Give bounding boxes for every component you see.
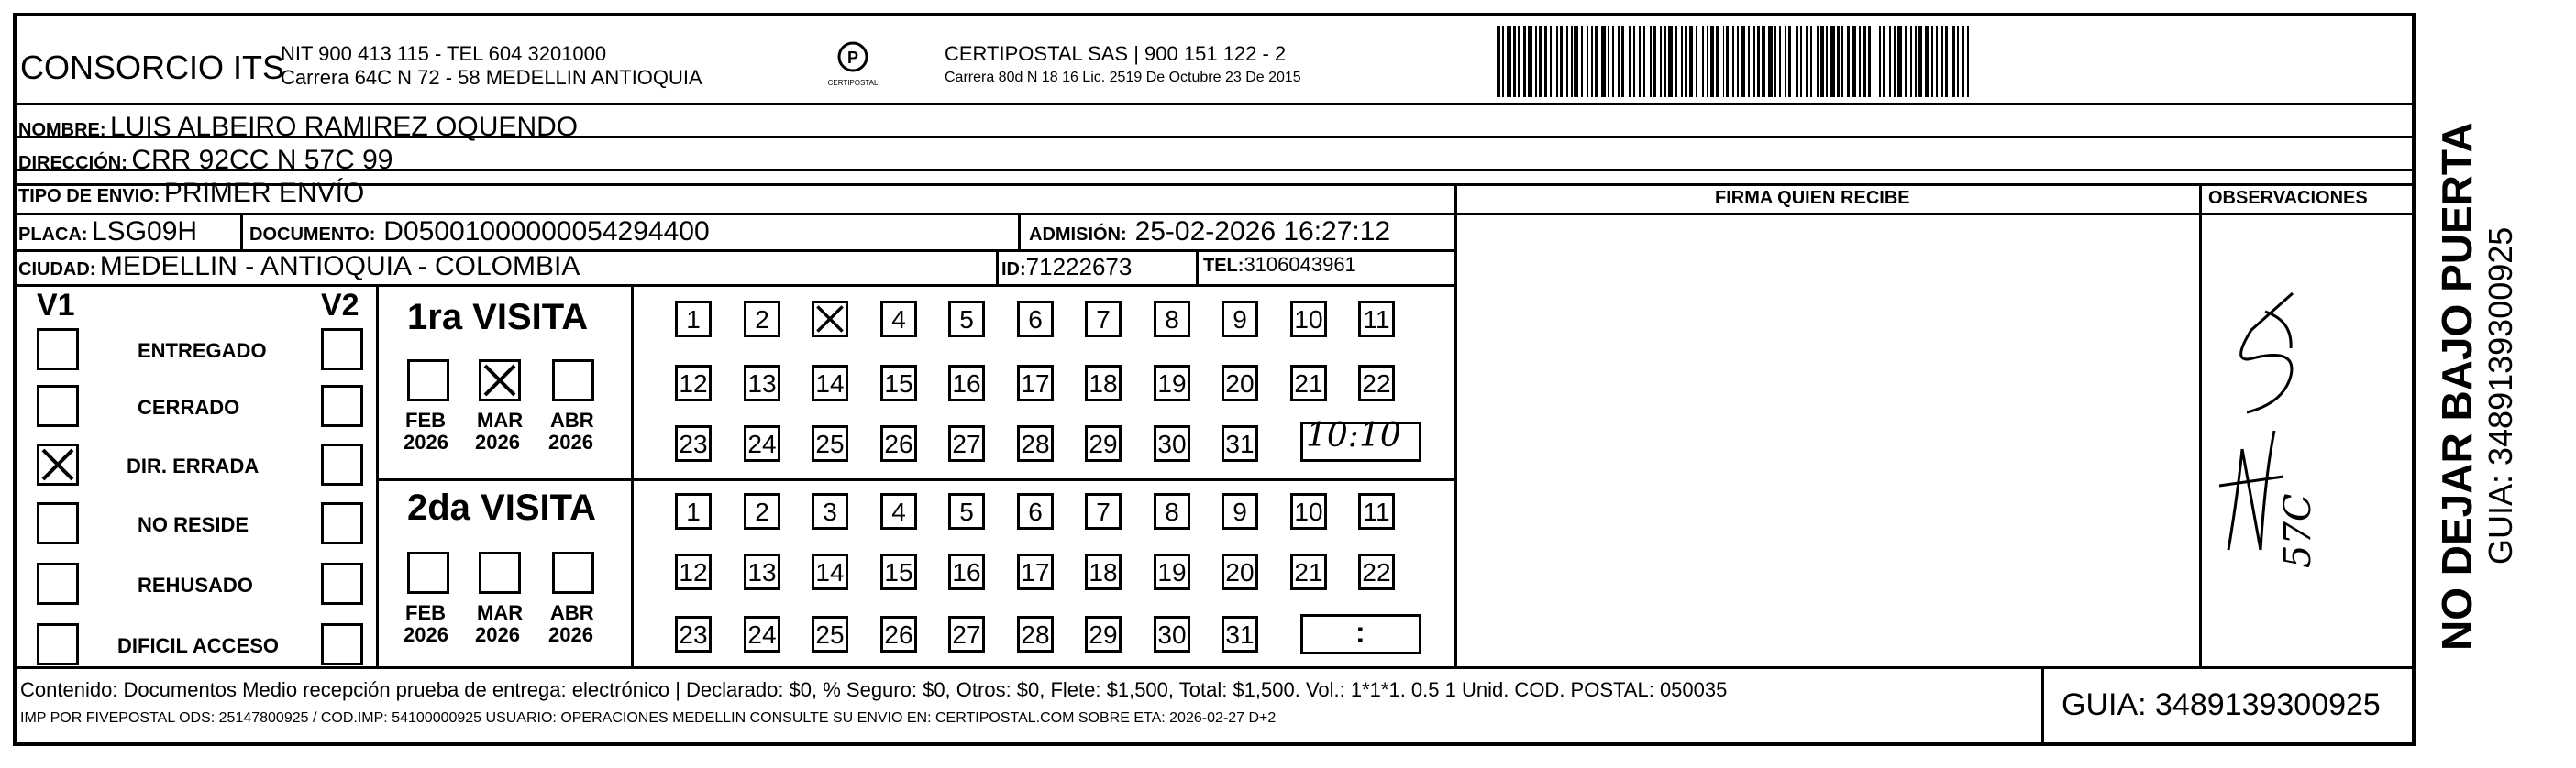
visit1-day-box[interactable]: 9 bbox=[1222, 301, 1258, 337]
visit1-day-box[interactable]: 20 bbox=[1222, 365, 1258, 401]
visit2-day-box[interactable]: 18 bbox=[1085, 554, 1122, 590]
placa-label: PLACA: bbox=[18, 225, 88, 245]
visit1-day-box[interactable]: 4 bbox=[880, 301, 917, 337]
direccion-label: DIRECCIÓN: bbox=[18, 153, 127, 173]
visit1-month-label: FEB bbox=[405, 409, 446, 432]
visit2-month-label: FEB bbox=[405, 601, 446, 624]
visit2-day-box[interactable]: 20 bbox=[1222, 554, 1258, 590]
visit2-month-label: ABR bbox=[550, 601, 594, 624]
visit1-day-box[interactable]: 19 bbox=[1154, 365, 1190, 401]
v2-checkbox[interactable] bbox=[321, 563, 363, 605]
visit2-day-box[interactable]: 14 bbox=[812, 554, 848, 590]
visit1-year-label: 2026 bbox=[475, 431, 520, 454]
courier-line: CERTIPOSTAL SAS | 900 151 122 - 2 bbox=[945, 42, 1287, 65]
visit2-title: 2da VISITA bbox=[407, 488, 596, 528]
visit1-day-box[interactable]: 22 bbox=[1358, 365, 1395, 401]
visit1-day-box[interactable]: 13 bbox=[744, 365, 780, 401]
status-label: CERRADO bbox=[138, 396, 240, 419]
visit1-day-box[interactable]: 14 bbox=[812, 365, 848, 401]
visit2-day-box[interactable]: 12 bbox=[675, 554, 712, 590]
footer-imp: IMP POR FIVEPOSTAL ODS: 25147800925 / COD.IMP: 54100000925 USUARIO: OPERACIONES MEDELLIN CONSULTE SU ENVIO EN: CERTIPOSTAL.COM SOBRE ETA: 2026-02-27 D+2 bbox=[20, 710, 1277, 726]
visit2-day-box[interactable]: 1 bbox=[675, 493, 712, 530]
v2-checkbox[interactable] bbox=[321, 444, 363, 486]
visit2-year-label: 2026 bbox=[404, 623, 448, 646]
barcode bbox=[1497, 26, 1973, 97]
visit2-day-box[interactable]: 2 bbox=[744, 493, 780, 530]
v1-checkbox[interactable] bbox=[37, 444, 79, 486]
status-label: NO RESIDE bbox=[138, 513, 249, 536]
visit2-day-box[interactable]: 25 bbox=[812, 616, 848, 653]
visit1-day-box[interactable]: 6 bbox=[1017, 301, 1054, 337]
visit2-day-box[interactable]: 31 bbox=[1222, 616, 1258, 653]
visit2-day-box[interactable]: 16 bbox=[948, 554, 985, 590]
placa-value: LSG09H bbox=[92, 216, 198, 247]
v2-label: V2 bbox=[321, 288, 359, 323]
visit1-day-box[interactable]: 24 bbox=[744, 425, 780, 462]
nit-line: NIT 900 413 115 - TEL 604 3201000 bbox=[281, 42, 607, 65]
visit1-day-box[interactable]: 5 bbox=[948, 301, 985, 337]
visit1-day-box[interactable]: 18 bbox=[1085, 365, 1122, 401]
tel-label: TEL: bbox=[1203, 256, 1244, 276]
visit2-day-box[interactable]: 10 bbox=[1290, 493, 1327, 530]
footer-guia: GUIA: 3489139300925 bbox=[2062, 687, 2381, 722]
visit1-day-box[interactable]: 8 bbox=[1154, 301, 1190, 337]
visit2-time-colon: : bbox=[1355, 616, 1365, 649]
visit2-year-label: 2026 bbox=[548, 623, 593, 646]
visit1-day-box[interactable]: 1 bbox=[675, 301, 712, 337]
observaciones-handwritten: 57C bbox=[2277, 493, 2319, 568]
status-label: REHUSADO bbox=[138, 574, 253, 597]
visit2-day-box[interactable]: 4 bbox=[880, 493, 917, 530]
visit1-month-label: ABR bbox=[550, 409, 594, 432]
visit1-month-label: MAR bbox=[477, 409, 524, 432]
direccion-value: CRR 92CC N 57C 99 bbox=[131, 145, 393, 175]
ciudad-value: MEDELLIN - ANTIOQUIA - COLOMBIA bbox=[99, 251, 580, 281]
tel-value: 3106043961 bbox=[1244, 253, 1356, 276]
firma-label: FIRMA QUIEN RECIBE bbox=[1715, 188, 1910, 208]
v1-checkbox[interactable] bbox=[37, 328, 79, 370]
visit2-day-box[interactable]: 5 bbox=[948, 493, 985, 530]
visit1-day-box[interactable]: 25 bbox=[812, 425, 848, 462]
side-guia: GUIA: 3489139300925 bbox=[2482, 226, 2519, 565]
id-value: 71222673 bbox=[1025, 253, 1133, 280]
visit1-month-checkbox[interactable] bbox=[479, 359, 521, 401]
documento-label: DOCUMENTO: bbox=[249, 225, 376, 245]
status-label: ENTREGADO bbox=[138, 339, 267, 362]
visit2-day-box[interactable]: 6 bbox=[1017, 493, 1054, 530]
visit2-month-label: MAR bbox=[477, 601, 524, 624]
v2-checkbox[interactable] bbox=[321, 502, 363, 544]
visit1-day-box[interactable] bbox=[812, 301, 848, 337]
admision-label: ADMISIÓN: bbox=[1029, 225, 1127, 245]
visit1-day-box[interactable]: 11 bbox=[1358, 301, 1395, 337]
courier-license: Carrera 80d N 18 16 Lic. 2519 De Octubre 23 De 2015 bbox=[945, 70, 1301, 85]
visit1-day-box[interactable]: 12 bbox=[675, 365, 712, 401]
visit2-month-checkbox[interactable] bbox=[479, 552, 521, 594]
visit2-day-box[interactable]: 29 bbox=[1085, 616, 1122, 653]
certipostal-logo-icon bbox=[825, 40, 880, 88]
visit1-day-box[interactable]: 10 bbox=[1290, 301, 1327, 337]
visit1-month-checkbox[interactable] bbox=[407, 359, 449, 401]
visit1-month-checkbox[interactable] bbox=[552, 359, 594, 401]
visit2-day-box[interactable]: 15 bbox=[880, 554, 917, 590]
visit2-day-box[interactable]: 27 bbox=[948, 616, 985, 653]
nombre-value: LUIS ALBEIRO RAMIREZ OQUENDO bbox=[110, 112, 579, 142]
visit1-day-box[interactable]: 30 bbox=[1154, 425, 1190, 462]
visit1-day-box[interactable]: 17 bbox=[1017, 365, 1054, 401]
id-label: ID: bbox=[1001, 259, 1026, 280]
v1-checkbox[interactable] bbox=[37, 563, 79, 605]
visit1-day-box[interactable]: 23 bbox=[675, 425, 712, 462]
svg-text:CERTIPOSTAL: CERTIPOSTAL bbox=[827, 79, 879, 87]
visit2-day-box[interactable]: 26 bbox=[880, 616, 917, 653]
visit2-day-box[interactable]: 3 bbox=[812, 493, 848, 530]
v1-checkbox[interactable] bbox=[37, 623, 79, 665]
company-address: Carrera 64C N 72 - 58 MEDELLIN ANTIOQUIA bbox=[281, 66, 702, 89]
visit1-day-box[interactable]: 16 bbox=[948, 365, 985, 401]
no-dejar-bajo-puerta: NO DEJAR BAJO PUERTA bbox=[2433, 122, 2481, 651]
visit2-day-box[interactable]: 8 bbox=[1154, 493, 1190, 530]
visit1-day-box[interactable]: 31 bbox=[1222, 425, 1258, 462]
v1-checkbox[interactable] bbox=[37, 385, 79, 427]
visit2-day-box[interactable]: 28 bbox=[1017, 616, 1054, 653]
visit2-day-box[interactable]: 23 bbox=[675, 616, 712, 653]
v1-label: V1 bbox=[37, 288, 75, 323]
visit1-year-label: 2026 bbox=[404, 431, 448, 454]
svg-text:P: P bbox=[846, 49, 859, 67]
company-name: CONSORCIO ITS bbox=[20, 49, 285, 86]
tipo-envio-label: TIPO DE ENVIO: bbox=[18, 186, 160, 206]
visit1-day-box[interactable]: 21 bbox=[1290, 365, 1327, 401]
documento-value: D05001000000054294400 bbox=[383, 216, 710, 247]
visit2-month-checkbox[interactable] bbox=[552, 552, 594, 594]
tipo-envio-value: PRIMER ENVÍO bbox=[163, 178, 365, 208]
visit2-day-box[interactable]: 19 bbox=[1154, 554, 1190, 590]
visit1-day-box[interactable]: 7 bbox=[1085, 301, 1122, 337]
visit2-day-box[interactable]: 13 bbox=[744, 554, 780, 590]
visit2-day-box[interactable]: 22 bbox=[1358, 554, 1395, 590]
v1-checkbox[interactable] bbox=[37, 502, 79, 544]
nombre-label: NOMBRE: bbox=[18, 120, 106, 140]
visit2-month-checkbox[interactable] bbox=[407, 552, 449, 594]
visit1-day-box[interactable]: 2 bbox=[744, 301, 780, 337]
status-label: DIR. ERRADA bbox=[127, 455, 260, 477]
visit2-day-box[interactable]: 21 bbox=[1290, 554, 1327, 590]
visit2-day-box[interactable]: 9 bbox=[1222, 493, 1258, 530]
visit1-day-box[interactable]: 27 bbox=[948, 425, 985, 462]
visit2-day-box[interactable]: 17 bbox=[1017, 554, 1054, 590]
visit1-day-box[interactable]: 28 bbox=[1017, 425, 1054, 462]
visit1-year-label: 2026 bbox=[548, 431, 593, 454]
v2-checkbox[interactable] bbox=[321, 385, 363, 427]
footer-contenido: Contenido: Documentos Medio recepción prueba de entrega: electrónico | Declarado: $0, % Seguro: $0, Otros: $0, Flete: $1,500, Total: $1,500. Vol.: 1*1*1. 0.5 1 Unid. COD. POSTAL: 050035 bbox=[20, 678, 1728, 701]
visit2-day-box[interactable]: 7 bbox=[1085, 493, 1122, 530]
visit2-day-box[interactable]: 30 bbox=[1154, 616, 1190, 653]
observaciones-label: OBSERVACIONES bbox=[2208, 188, 2368, 208]
visit1-title: 1ra VISITA bbox=[407, 297, 589, 337]
status-label: DIFICIL ACCESO bbox=[117, 634, 280, 657]
v2-checkbox[interactable] bbox=[321, 328, 363, 370]
visit1-day-box[interactable]: 15 bbox=[880, 365, 917, 401]
ciudad-label: CIUDAD: bbox=[18, 259, 96, 280]
visit2-day-box[interactable]: 11 bbox=[1358, 493, 1395, 530]
visit1-day-box[interactable]: 29 bbox=[1085, 425, 1122, 462]
visit1-time-handwritten: 10:10 bbox=[1306, 417, 1401, 455]
visit2-day-box[interactable]: 24 bbox=[744, 616, 780, 653]
v2-checkbox[interactable] bbox=[321, 623, 363, 665]
visit2-year-label: 2026 bbox=[475, 623, 520, 646]
visit1-day-box[interactable]: 26 bbox=[880, 425, 917, 462]
admision-value: 25-02-2026 16:27:12 bbox=[1134, 216, 1391, 247]
